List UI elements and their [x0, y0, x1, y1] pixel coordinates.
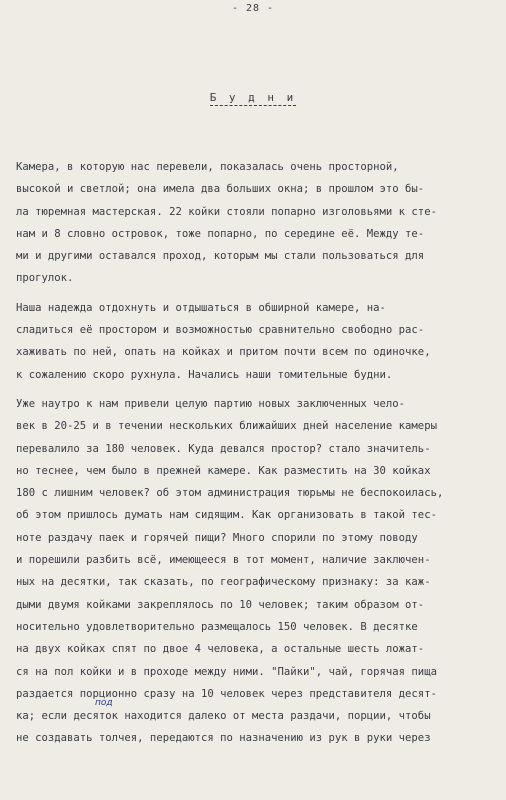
text-line: век в 20-25 и в течении нескольких ближайших дней население камеры [16, 420, 437, 433]
text-line: раздается порционно сразу на 10 человек через представителя десят- [16, 687, 437, 700]
text-line: но теснее, чем было в прежней камере. Как разместить на 30 койках [16, 464, 431, 477]
text-line: ми и другими оставался проход, которым мы стали пользоваться для [16, 250, 425, 263]
text-line: Уже наутро к нам привели целую партию новых заключенных чело- [16, 397, 406, 410]
text-line: сладиться её простором и возможностью сравнительно свободно рас- [16, 324, 425, 337]
text-line: Камера, в которую нас перевели, показалась очень просторной, [16, 161, 399, 173]
paragraph [16, 393, 498, 750]
text-line: не создавать толчея, передаются по назначению из рук в руки через [16, 732, 431, 745]
chapter-heading-text: Б у д н и [209, 91, 297, 104]
text-line: об этом пришлось думать нам сидящим. Как организовать в такой тес- [16, 509, 437, 522]
page-number: - 28 - [231, 3, 275, 14]
text-line: ся на пол койки и в проходе между ними. "Пайки", чай, горячая пища [16, 665, 437, 678]
chapter-heading [0, 91, 506, 104]
text-line: ноте раздачу паек и горячей пищи? Много спорили по этому поводу [16, 531, 418, 544]
text-line: дыми двумя койками закреплялось по 10 человек; таким образом от- [16, 598, 425, 611]
text-line: и порешили разбить всё, имеющееся в тот момент, наличие заключен- [16, 554, 431, 567]
text-line: перевалило за 180 человек. Куда девался простор? стало значитель- [16, 442, 431, 455]
paragraph [16, 156, 498, 290]
handwritten-annotation: под [95, 698, 113, 708]
text-line: высокой и светлой; она имела два больших окна; в прошлом это бы- [16, 183, 425, 196]
text-line: на двух койках спят по двое 4 человека, а остальные шесть ложат- [16, 643, 425, 656]
text-line: 180 с лишним человек? об этом администрация тюрьмы не беспокоилась, [16, 487, 444, 500]
text-line: Наша надежда отдохнуть и отдышаться в обширной камере, на- [16, 301, 386, 314]
text-line: ка; если десяток находится далеко от места раздачи, порции, чтобы [16, 710, 431, 723]
body-text [16, 156, 498, 750]
text-line: носительно удовлетворительно размещалось 150 человек. В десятке [16, 620, 418, 633]
text-line: ла тюремная мастерская. 22 койки стояли попарно изголовьями к сте- [16, 205, 437, 218]
paragraph [16, 297, 498, 386]
text-line: к сожалению скоро рухнула. Начались наши томительные будни. [16, 368, 393, 381]
text-line: прогулок. [16, 272, 74, 285]
text-line: нам и 8 словно островок, тоже попарно, по середине её. Между те- [16, 227, 425, 240]
text-line: хаживать по ней, опать на койках и притом почти всем по одиночке, [16, 346, 431, 359]
text-line: ных на десятки, так сказать, по географическому признаку: за каж- [16, 576, 431, 589]
